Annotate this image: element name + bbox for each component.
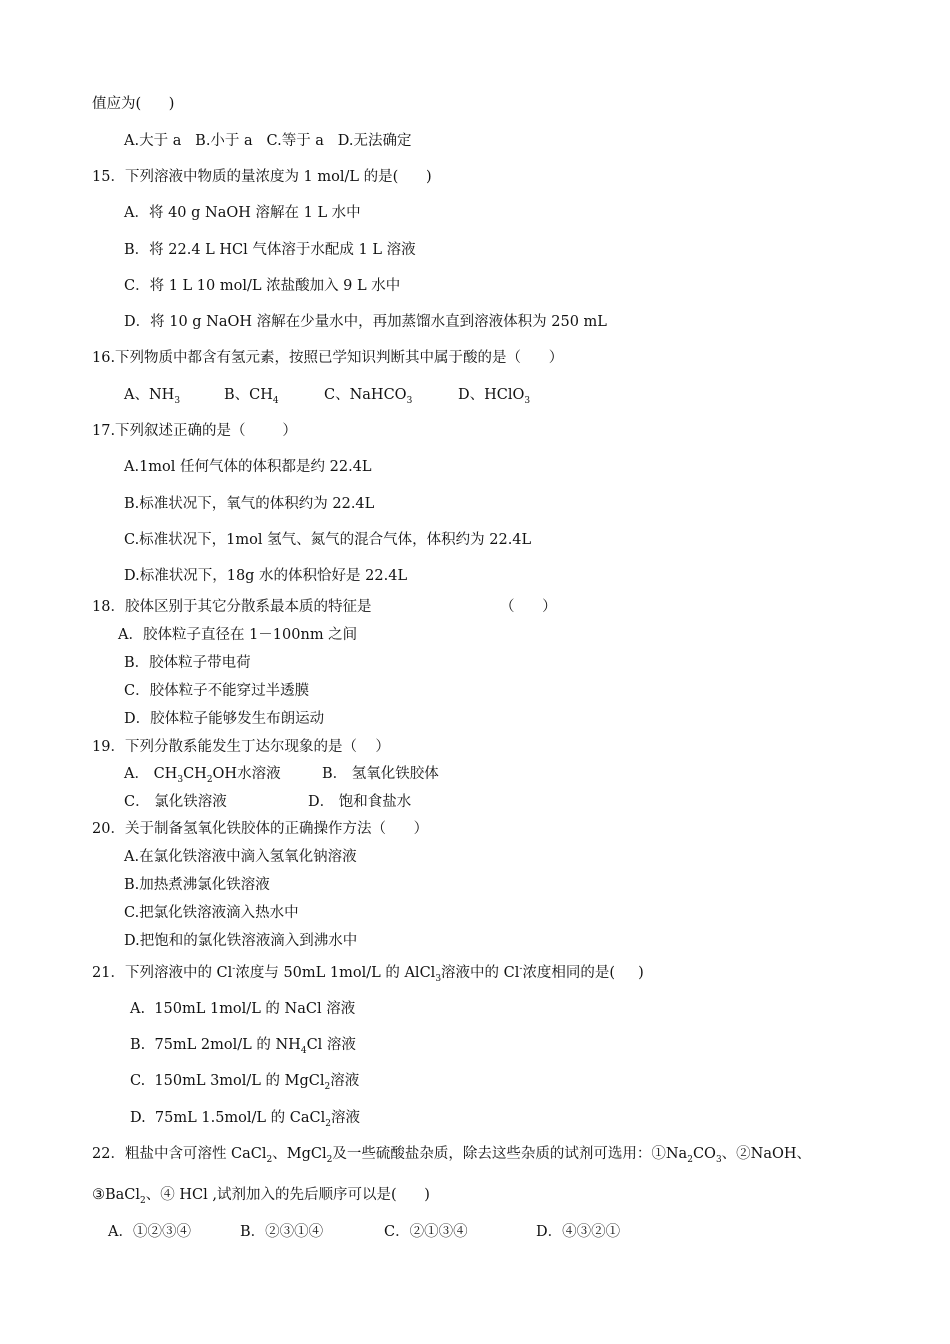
q18-option-a: A．胶体粒子直径在 1－100nm 之间 <box>118 627 358 643</box>
q21-option-d: D. 75mL 1.5mol/L 的 CaCl$_2$溶液 <box>130 1110 360 1129</box>
q18-stem: 18．胶体区别于其它分散系最本质的特征是 <box>92 599 372 615</box>
q18-option-c: C．胶体粒子不能穿过半透膜 <box>124 683 310 699</box>
q16-stem: 16.下列物质中都含有氢元素，按照已学知识判断其中属于酸的是（ ） <box>92 350 564 366</box>
q19-option-d: D． 饱和食盐水 <box>308 794 412 810</box>
q17-option-c: C.标准状况下，1mol 氢气、氮气的混合气体，体积约为 22.4L <box>124 532 532 548</box>
line-value-should-be: 值应为( ) <box>92 96 175 112</box>
q21-stem: 21．下列溶液中的 Cl-浓度与 50mL 1mol/L 的 AlCl$_3$溶液中的 Cl-浓度相同的是( ) <box>92 964 644 984</box>
q15-option-a: A．将 40 g NaOH 溶解在 1 L 水中 <box>124 205 361 221</box>
q19-option-c: C． 氯化铁溶液 <box>124 794 227 810</box>
q20-option-d: D.把饱和的氯化铁溶液滴入到沸水中 <box>124 933 358 949</box>
q17-option-d: D.标准状况下，18g 水的体积恰好是 22.4L <box>124 568 408 584</box>
q17-stem: 17.下列叙述正确的是（ ） <box>92 423 297 439</box>
q16-option-b: B、$CH_4$ <box>224 387 279 406</box>
q20-option-a: A.在氯化铁溶液中滴入氢氧化钠溶液 <box>124 849 357 865</box>
q22-stem-line1: 22．粗盐中含可溶性 CaCl$_2$、MgCl$_2$及一些硫酸盐杂质，除去这些杂质的试剂可选用：$①Na_2CO_3$、②NaOH、 <box>92 1146 812 1165</box>
q15-option-d: D．将 10 g NaOH 溶解在少量水中，再加蒸馏水直到溶液体积为 250 mL <box>124 314 607 330</box>
q16-option-d: D、HClO$_3$ <box>458 387 531 406</box>
q18-option-d: D．胶体粒子能够发生布朗运动 <box>124 711 325 727</box>
q19-stem: 19．下列分散系能发生丁达尔现象的是（ ） <box>92 739 390 755</box>
q19-option-a: A． $CH_3CH_2OH$水溶液 <box>124 766 281 785</box>
q21-option-c: C. 150mL 3mol/L 的 MgCl$_2$溶液 <box>130 1073 360 1092</box>
q22-option-d: D．④③②① <box>536 1224 621 1240</box>
q22-option-b: B．②③①④ <box>240 1224 324 1240</box>
q15-option-c: C．将 1 L 10 mol/L 浓盐酸加入 9 L 水中 <box>124 278 401 294</box>
q20-option-c: C.把氯化铁溶液滴入热水中 <box>124 905 299 921</box>
q20-stem: 20．关于制备氢氧化铁胶体的正确操作方法（ ） <box>92 821 429 837</box>
q20-option-b: B.加热煮沸氯化铁溶液 <box>124 877 270 893</box>
q22-stem-line2: ③BaCl$_2$、④ HCl ,试剂加入的先后顺序可以是( ) <box>92 1187 430 1206</box>
q22-option-a: A．①②③④ <box>108 1224 191 1240</box>
q22-option-c: C．②①③④ <box>384 1224 468 1240</box>
q17-option-b: B.标准状况下，氧气的体积约为 22.4L <box>124 496 375 512</box>
q14-options: A.大于 a B.小于 a C.等于 a D.无法确定 <box>124 133 412 149</box>
q18-parens: （ ） <box>500 599 557 615</box>
q21-option-a: A. 150mL 1mol/L 的 NaCl 溶液 <box>130 1001 356 1017</box>
q18-option-b: B．胶体粒子带电荷 <box>124 655 251 671</box>
q15-stem: 15．下列溶液中物质的量浓度为 1 mol/L 的是( ) <box>92 169 432 185</box>
q16-option-c: C、NaHCO$_3$ <box>324 387 413 406</box>
q21-option-b: B. 75mL 2mol/L 的 $NH_4Cl$ 溶液 <box>130 1037 356 1056</box>
q15-option-b: B．将 22.4 L HCl 气体溶于水配成 1 L 溶液 <box>124 242 416 258</box>
q17-option-a: A.1mol 任何气体的体积都是约 22.4L <box>124 459 372 475</box>
q16-option-a: A、$NH_3$ <box>124 387 181 406</box>
q19-option-b: B． 氢氧化铁胶体 <box>322 766 439 782</box>
